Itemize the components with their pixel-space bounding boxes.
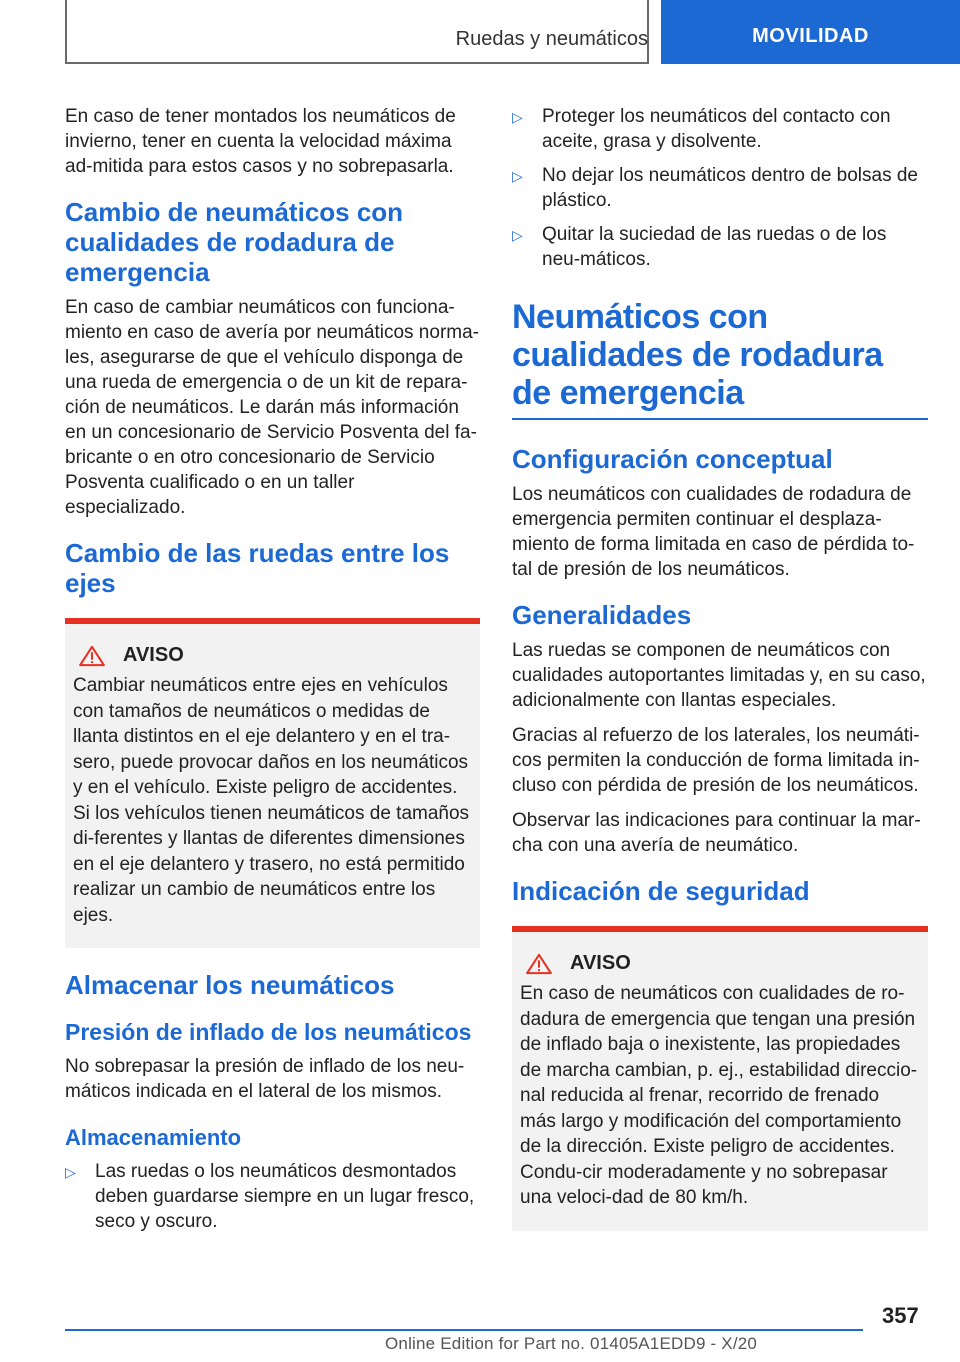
- warning-header: [520, 952, 920, 975]
- list-item: ▷ Quitar la suciedad de las ruedas o de los neu-máticos.: [512, 224, 887, 270]
- triangle-right-outline-icon: ▷: [512, 109, 523, 125]
- intro-paragraph: En caso de tener montados los neumáticos de invierno, tener en cuenta la velocidad máxima ad-mitida para estos casos y no sobrepasarla.: [65, 106, 456, 177]
- triangle-right-outline-icon: ▷: [512, 227, 523, 243]
- warning-title: AVISO: [570, 952, 631, 974]
- heading-inflation-pressure: Presión de inflado de los neumáticos: [65, 1019, 472, 1045]
- list-item: ▷ Proteger los neumáticos del contacto con aceite, grasa y disolvente.: [512, 106, 891, 152]
- warning-box-axle: [65, 618, 480, 948]
- heading-axle-wheel-change: Cambio de las ruedas entre los ejes: [65, 538, 450, 598]
- triangle-right-outline-icon: ▷: [512, 168, 523, 184]
- heading-storage: Almacenamiento: [65, 1125, 242, 1150]
- triangle-right-outline-icon: ▷: [65, 1164, 76, 1180]
- general-paragraph-1: Las ruedas se componen de neumáticos con cualidades autoportantes limitadas y, en su caso, adicionalmente con llantas especiales.: [512, 640, 926, 711]
- page-number: 357: [882, 1303, 919, 1328]
- heading-concept: Configuración conceptual: [512, 444, 833, 474]
- inflation-pressure-paragraph: No sobrepasar la presión de inflado de los neu-máticos indicada en el lateral de los mismos.: [65, 1056, 465, 1102]
- emergency-tire-change-paragraph: En caso de cambiar neumáticos con funciona-miento en caso de avería por neumáticos norma-les, asegurarse de que el vehículo disponga de una rueda de emergencia o de un kit de repara-ción de neumáticos. Le darán más información en un concesionario de Servicio Posventa del fa-bricante o en otro concesionario de Servicio Posventa cualificado o en un taller especializado.: [65, 297, 479, 518]
- list-item: ▷ No dejar los neumáticos dentro de bolsas de plástico.: [512, 165, 919, 211]
- left-column: [65, 104, 480, 1243]
- general-paragraph-2: Gracias al refuerzo de los laterales, los neumáti-cos permiten la conducción de forma limitada in-cluso con pérdida de presión de los neumáticos.: [512, 725, 920, 796]
- warning-box-runflat: [512, 926, 928, 1231]
- right-column: [512, 104, 928, 1253]
- header-section-title: Ruedas y neumáticos: [455, 28, 648, 50]
- heading-store-tires: Almacenar los neumáticos: [65, 970, 395, 1000]
- concept-paragraph: Los neumáticos con cualidades de rodadura de emergencia permiten continuar el desplaza-miento de forma limitada en caso de pérdida to-tal de presión de los neumáticos.: [512, 484, 915, 580]
- header-tab-movilidad[interactable]: MOVILIDAD: [661, 0, 960, 64]
- footer-edition-text: Online Edition for Part no. 01405A1EDD9 - X/20: [385, 1334, 758, 1353]
- warning-header: [73, 644, 472, 667]
- chapter-title-runflat-tires: Neumáticos con cualidades de rodadura de emergencia: [512, 298, 928, 420]
- heading-general: Generalidades: [512, 600, 692, 630]
- warning-triangle-icon: [524, 953, 554, 975]
- warning-text: En caso de neumáticos con cualidades de ro-dadura de emergencia que tengan una presión de inflado baja o inexistente, las propiedades de marcha cambian, p. ej., estabilidad direccio-nal reducida al frenar, recorrido de frenado más largo y modificación del comportamiento de la dirección. Existe peligro de accidentes. Condu-cir moderadamente y no sobrepasar una veloci-dad de 80 km/h.: [520, 983, 918, 1208]
- general-paragraph-3: Observar las indicaciones para continuar la mar-cha con una avería de neumático.: [512, 810, 921, 856]
- storage-bullet-list: [65, 1159, 480, 1234]
- warning-title: AVISO: [123, 644, 184, 666]
- care-bullet-list: [512, 104, 928, 272]
- heading-safety-note: Indicación de seguridad: [512, 876, 810, 906]
- footer-divider: [65, 1329, 863, 1331]
- warning-triangle-icon: [77, 645, 107, 667]
- heading-emergency-tire-change: Cambio de neumáticos con cualidades de rodadura de emergencia: [65, 197, 404, 287]
- warning-text: Cambiar neumáticos entre ejes en vehículos con tamaños de neumáticos o medidas de llanta distintos en el eje delantero y en el tra-sero, puede provocar daños en los neumáticos y en el vehículo. Existe peligro de accidentes. Si los vehículos tienen neumáticos de tamaños di-ferentes y llantas de diferentes dimensiones en el eje delantero y trasero, no está permitido realizar un cambio de neumáticos entre los ejes.: [73, 675, 470, 926]
- list-item: ▷ Las ruedas o los neumáticos desmontados deben guardarse siempre en un lugar fresco, seco y oscuro.: [65, 1161, 475, 1232]
